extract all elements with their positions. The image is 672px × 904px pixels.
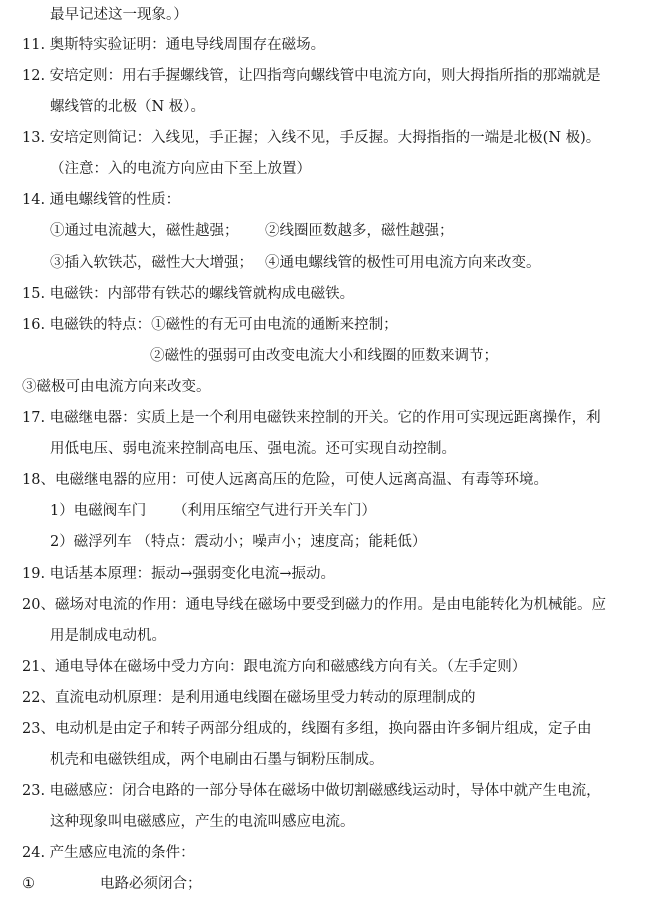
- text-line: 22、直流电动机原理：是利用通电线圈在磁场里受力转动的原理制成的: [22, 690, 476, 706]
- text-line: （注意：入的电流方向应由下至上放置）: [50, 161, 311, 177]
- text-line: 12. 安培定则：用右手握螺线管，让四指弯向螺线管中电流方向，则大拇指所指的那端就是: [22, 68, 601, 84]
- text-line: 11. 奥斯特实验证明：通电导线周围存在磁场。: [22, 37, 326, 53]
- text-line: 2）磁浮列车 （特点：震动小；噪声小；速度高；能耗低）: [50, 534, 427, 550]
- text-line: 1）电磁阀车门: [50, 503, 147, 519]
- text-line: 23、电动机是由定子和转子两部分组成的，线圈有多组，换向器由许多铜片组成，定子由: [22, 721, 592, 737]
- text-line: 23. 电磁感应：闭合电路的一部分导体在磁场中做切割磁感线运动时，导体中就产生电流，: [22, 783, 601, 799]
- text-line: 24. 产生感应电流的条件：: [22, 845, 195, 861]
- text-line: 这种现象叫电磁感应，产生的电流叫感应电流。: [50, 814, 355, 830]
- text-line: 14. 通电螺线管的性质：: [22, 192, 181, 208]
- text-line: 20、磁场对电流的作用：通电导线在磁场中要受到磁力的作用。是由电能转化为机械能。应: [22, 597, 606, 613]
- text-line: ①通过电流越大，磁性越强；: [50, 223, 239, 239]
- text-line: ②线圈匝数越多，磁性越强；: [265, 223, 454, 239]
- text-line: 用是制成电动机。: [50, 628, 166, 644]
- text-line: 19. 电话基本原理：振动→强弱变化电流→振动。: [22, 566, 335, 582]
- text-line: ②磁性的强弱可由改变电流大小和线圈的匝数来调节；: [150, 348, 498, 364]
- text-line: ①: [22, 876, 35, 892]
- text-line: 用低电压、弱电流来控制高电压、强电流。还可实现自动控制。: [50, 441, 456, 457]
- text-line: 电路必须闭合；: [100, 876, 202, 892]
- text-line: 21、通电导体在磁场中受力方向：跟电流方向和磁感线方向有关。（左手定则）: [22, 659, 527, 675]
- text-line: ③磁极可由电流方向来改变。: [22, 379, 211, 395]
- text-line: 15. 电磁铁：内部带有铁芯的螺线管就构成电磁铁。: [22, 286, 355, 302]
- text-line: 17. 电磁继电器：实质上是一个利用电磁铁来控制的开关。它的作用可实现远距离操作，利: [22, 410, 601, 426]
- text-line: ③插入软铁芯，磁性大大增强；: [50, 255, 253, 271]
- text-line: 机壳和电磁铁组成，两个电刷由石墨与铜粉压制成。: [50, 752, 384, 768]
- text-line: 螺线管的北极（N 极）。: [50, 99, 206, 115]
- text-line: 16. 电磁铁的特点：①磁性的有无可由电流的通断来控制；: [22, 317, 398, 333]
- text-line: （利用压缩空气进行开关车门）: [173, 503, 376, 519]
- text-line: ④通电螺线管的极性可用电流方向来改变。: [265, 255, 541, 271]
- text-line: 18、电磁继电器的应用：可使人远离高压的危险，可使人远离高温、有毒等环境。: [22, 472, 548, 488]
- text-line: 最早记述这一现象。）: [50, 7, 188, 23]
- text-line: 13. 安培定则简记：入线见，手正握；入线不见，手反握。大拇指指的一端是北极(N 极)。: [22, 130, 601, 146]
